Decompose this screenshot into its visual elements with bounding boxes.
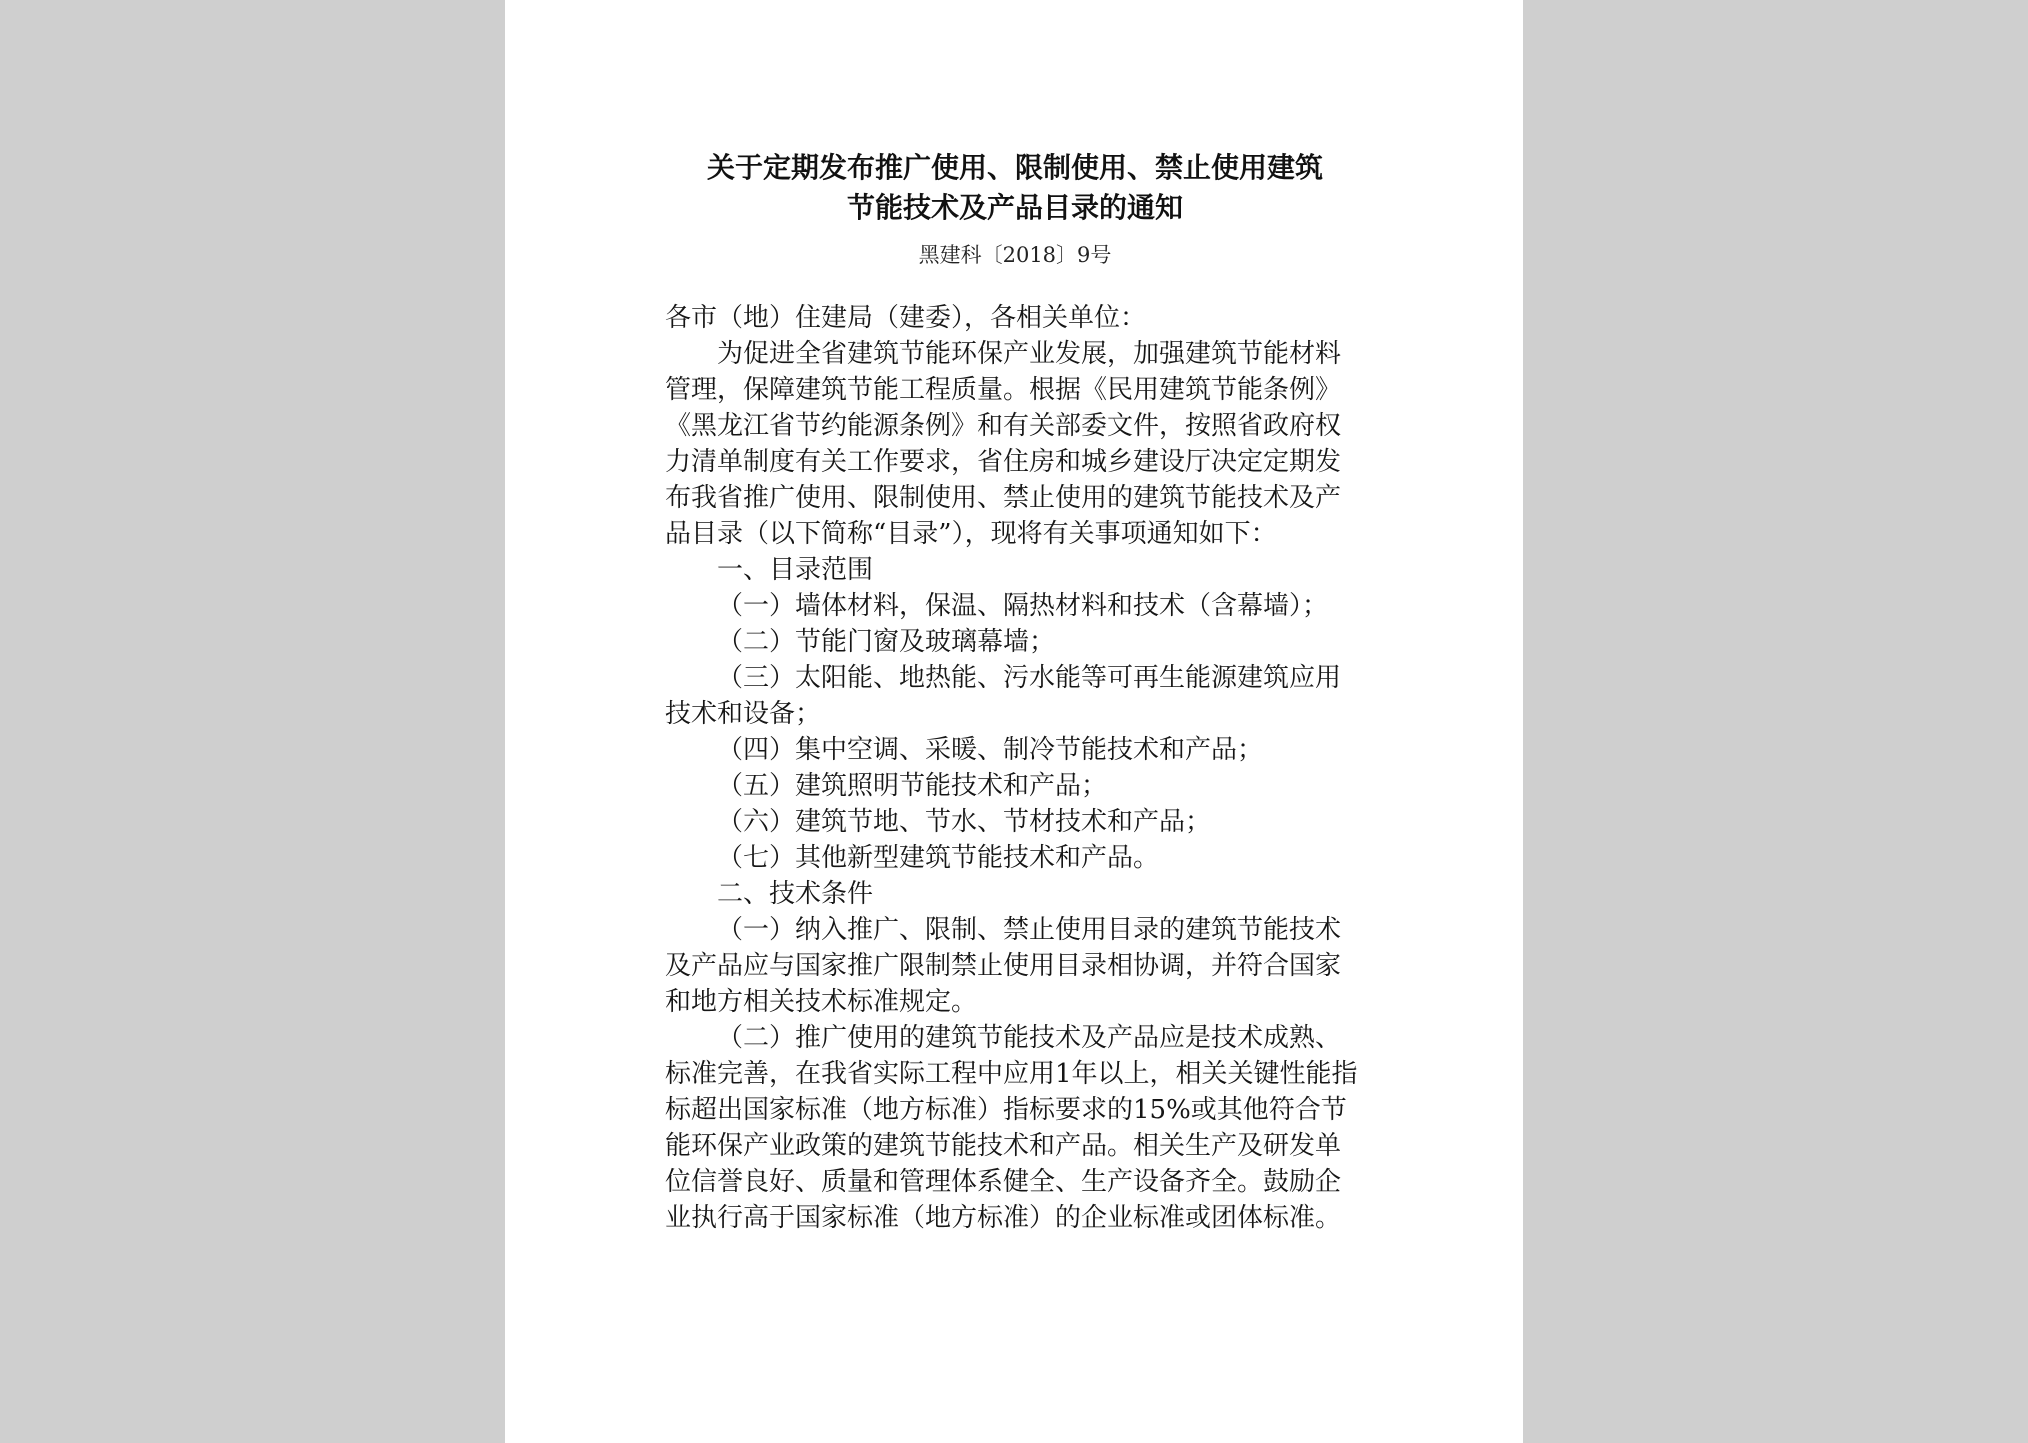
scope-item-7: （七）其他新型建筑节能技术和产品。 xyxy=(717,843,1160,873)
technical-item-1: （一）纳入推广、限制、禁止使用目录的建筑节能技术及产品应与国家推广限制禁止使用目录相协调，并符合国家和地方相关技术标准规定。 xyxy=(665,915,1342,1017)
scope-item-2: （二）节能门窗及玻璃幕墙； xyxy=(717,627,1056,657)
technical-item-2: （二）推广使用的建筑节能技术及产品应是技术成熟、标准完善，在我省实际工程中应用1年以上，相关关键性能指标超出国家标准（地方标准）指标要求的15%或其他符合节能环保产业政策的建筑节能技术和产品。相关生产及研发单位信誉良好、质量和管理体系健全、生产设备齐全。鼓励企业执行高于国家标准（地方标准）的企业标准或团体标准。 xyxy=(665,1023,1358,1233)
scope-item-5: （五）建筑照明节能技术和产品； xyxy=(717,771,1108,801)
document-content xyxy=(665,148,1365,1236)
section-heading-technical: 二、技术条件 xyxy=(717,879,874,909)
scope-item-3: （三）太阳能、地热能、污水能等可再生能源建筑应用技术和设备； xyxy=(665,663,1342,729)
section-heading-scope: 一、目录范围 xyxy=(717,555,874,585)
scope-item-4: （四）集中空调、采暖、制冷节能技术和产品； xyxy=(717,735,1264,765)
document-body xyxy=(665,300,1365,1236)
title-line-1: 关于定期发布推广使用、限制使用、禁止使用建筑 xyxy=(706,151,1323,184)
scope-item-6: （六）建筑节地、节水、节材技术和产品； xyxy=(717,807,1212,837)
document-page xyxy=(505,0,1523,1443)
document-number: 黑建科〔2018〕9号 xyxy=(918,243,1112,267)
document-title xyxy=(665,148,1365,228)
intro-paragraph: 为促进全省建筑节能环保产业发展，加强建筑节能材料管理，保障建筑节能工程质量。根据《民用建筑节能条例》《黑龙江省节约能源条例》和有关部委文件，按照省政府权力清单制度有关工作要求，省住房和城乡建设厅决定定期发布我省推广使用、限制使用、禁止使用的建筑节能技术及产品目录（以下简称“目录”），现将有关事项通知如下： xyxy=(665,339,1342,549)
title-line-2: 节能技术及产品目录的通知 xyxy=(846,191,1183,224)
scope-item-1: （一）墙体材料，保温、隔热材料和技术（含幕墙）； xyxy=(717,591,1329,621)
salutation: 各市（地）住建局（建委），各相关单位： xyxy=(665,303,1147,333)
